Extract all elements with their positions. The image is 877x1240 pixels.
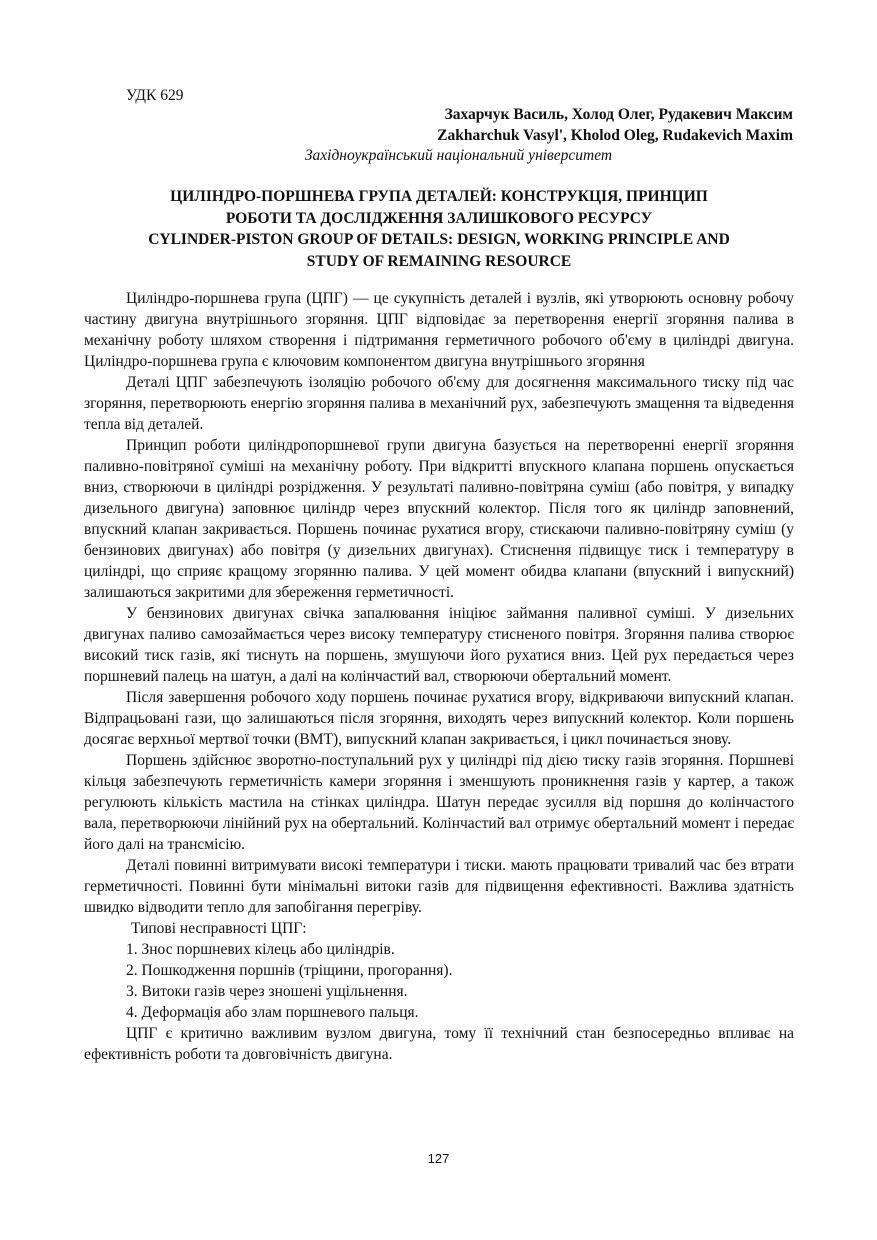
title-line: CYLINDER-PISTON GROUP OF DETAILS: DESIGN, WORKING PRINCIPLE AND [148, 231, 730, 248]
paragraph: Деталі повинні витримувати високі температури і тиски. мають працювати тривалий час без втрати герметичності. Повинні бути мінімальні витоки газів для підвищення ефективності. Важлива здатність швидко відводити тепло для запобігання перегріву. [84, 857, 794, 916]
fault-item: 3. Витоки газів через зношені ущільнення. [126, 983, 408, 1000]
article-title [84, 186, 794, 272]
conclusion-paragraph: ЦПГ є критично важливим вузлом двигуна, тому її технічний стан безпосередньо впливає на ефективність роботи та довговічність двигуна. [84, 1025, 794, 1063]
affiliation: Західноукраїнський національний університет [304, 147, 613, 164]
paragraph: У бензинових двигунах свічка запалювання ініціює займання паливної суміші. У дизельних двигунах паливо самозаймається через високу температуру стисненого повітря. Згоряння палива створює високий тиск газів, які тиснуть на поршень, змушуючи його рухатися вниз. Цей рух передається через поршневий палець на шатун, а далі на колінчастий вал, створюючи обертальний момент. [84, 605, 794, 685]
paragraph: Циліндро-поршнева група (ЦПГ) — це сукупність деталей і вузлів, які утворюють основну робочу частину двигуна внутрішнього згоряння. ЦПГ відповідає за перетворення енергії згоряння палива в механічну роботу шляхом створення і підтримання герметичного робочого об'єму в циліндрі двигуна. Циліндро-поршнева група є ключовим компонентом двигуна внутрішнього згоряння [84, 290, 794, 370]
authors-ukrainian: Захарчук Василь, Холод Олег, Рудакевич Максим [444, 106, 793, 123]
page-number: 127 [427, 1151, 450, 1166]
title-line: РОБОТИ ТА ДОСЛІДЖЕННЯ ЗАЛИШКОВОГО РЕСУРСУ [225, 209, 653, 227]
title-line: ЦИЛІНДРО-ПОРШНЕВА ГРУПА ДЕТАЛЕЙ: КОНСТРУКЦІЯ, ПРИНЦИП [170, 188, 708, 205]
authors-english: Zakharchuk Vasyl', Kholod Oleg, Rudakevich Maxim [437, 127, 793, 144]
fault-item: 2. Пошкодження поршнів (тріщини, прогорання). [126, 962, 453, 979]
article-body [84, 288, 794, 1065]
paragraph: Поршень здійснює зворотно-поступальний рух у циліндрі під дією тиску газів згоряння. Поршневі кільця забезпечують герметичність камери згоряння і зменшують проникнення газів у картер, а також регулюють кількість мастила на стінках циліндра. Шатун передає зусилля від поршня до колінчастого вала, перетворюючи лінійний рух на обертальний. Колінчастий вал отримує обертальний момент і передає його далі на трансмісію. [84, 752, 794, 853]
paragraph: Після завершення робочого ходу поршень починає рухатися вгору, відкриваючи випускний клапан. Відпрацьовані гази, що залишаються після згоряння, виходять через випускний колектор. Коли поршень досягає верхньої мертвої точки (ВМТ), випускний клапан закривається, і цикл починається знову. [84, 689, 794, 748]
fault-item: 4. Деформація або злам поршневого пальця. [126, 1004, 419, 1021]
paragraph: Принцип роботи циліндропоршневої групи двигуна базується на перетворенні енергії згоряння паливно-повітряної суміші на механічну роботу. При відкритті впускного клапана поршень опускається вниз, створюючи в циліндрі розрідження. У результаті паливно-повітряна суміш (або повітря, у випадку дизельного двигуна) заповнює циліндр через впускний колектор. Після того як циліндр заповнений, впускний клапан закривається. Поршень починає рухатися вгору, стискаючи паливно-повітряну суміш (у бензинових двигунах) або повітря (у дизельних двигунах). Стиснення підвищує тиск і температуру в циліндрі, що сприяє кращому згорянню палива. У цей момент обидва клапани (впускний і випускний) залишаються закритими для збереження герметичності. [84, 437, 794, 601]
title-line: STUDY OF REMAINING RESOURCE [306, 252, 572, 270]
fault-item: 1. Знос поршневих кілець або циліндрів. [126, 941, 395, 958]
udc-code: УДК 629 [126, 87, 184, 104]
authors-block [437, 104, 793, 146]
faults-list-title: Типові несправності ЦПГ: [131, 920, 307, 937]
paragraph: Деталі ЦПГ забезпечують ізоляцію робочого об'єму для досягнення максимального тиску під час згоряння, перетворюють енергію згоряння палива в механічний рух, забезпечують змащення та відведення тепла від деталей. [84, 374, 794, 433]
